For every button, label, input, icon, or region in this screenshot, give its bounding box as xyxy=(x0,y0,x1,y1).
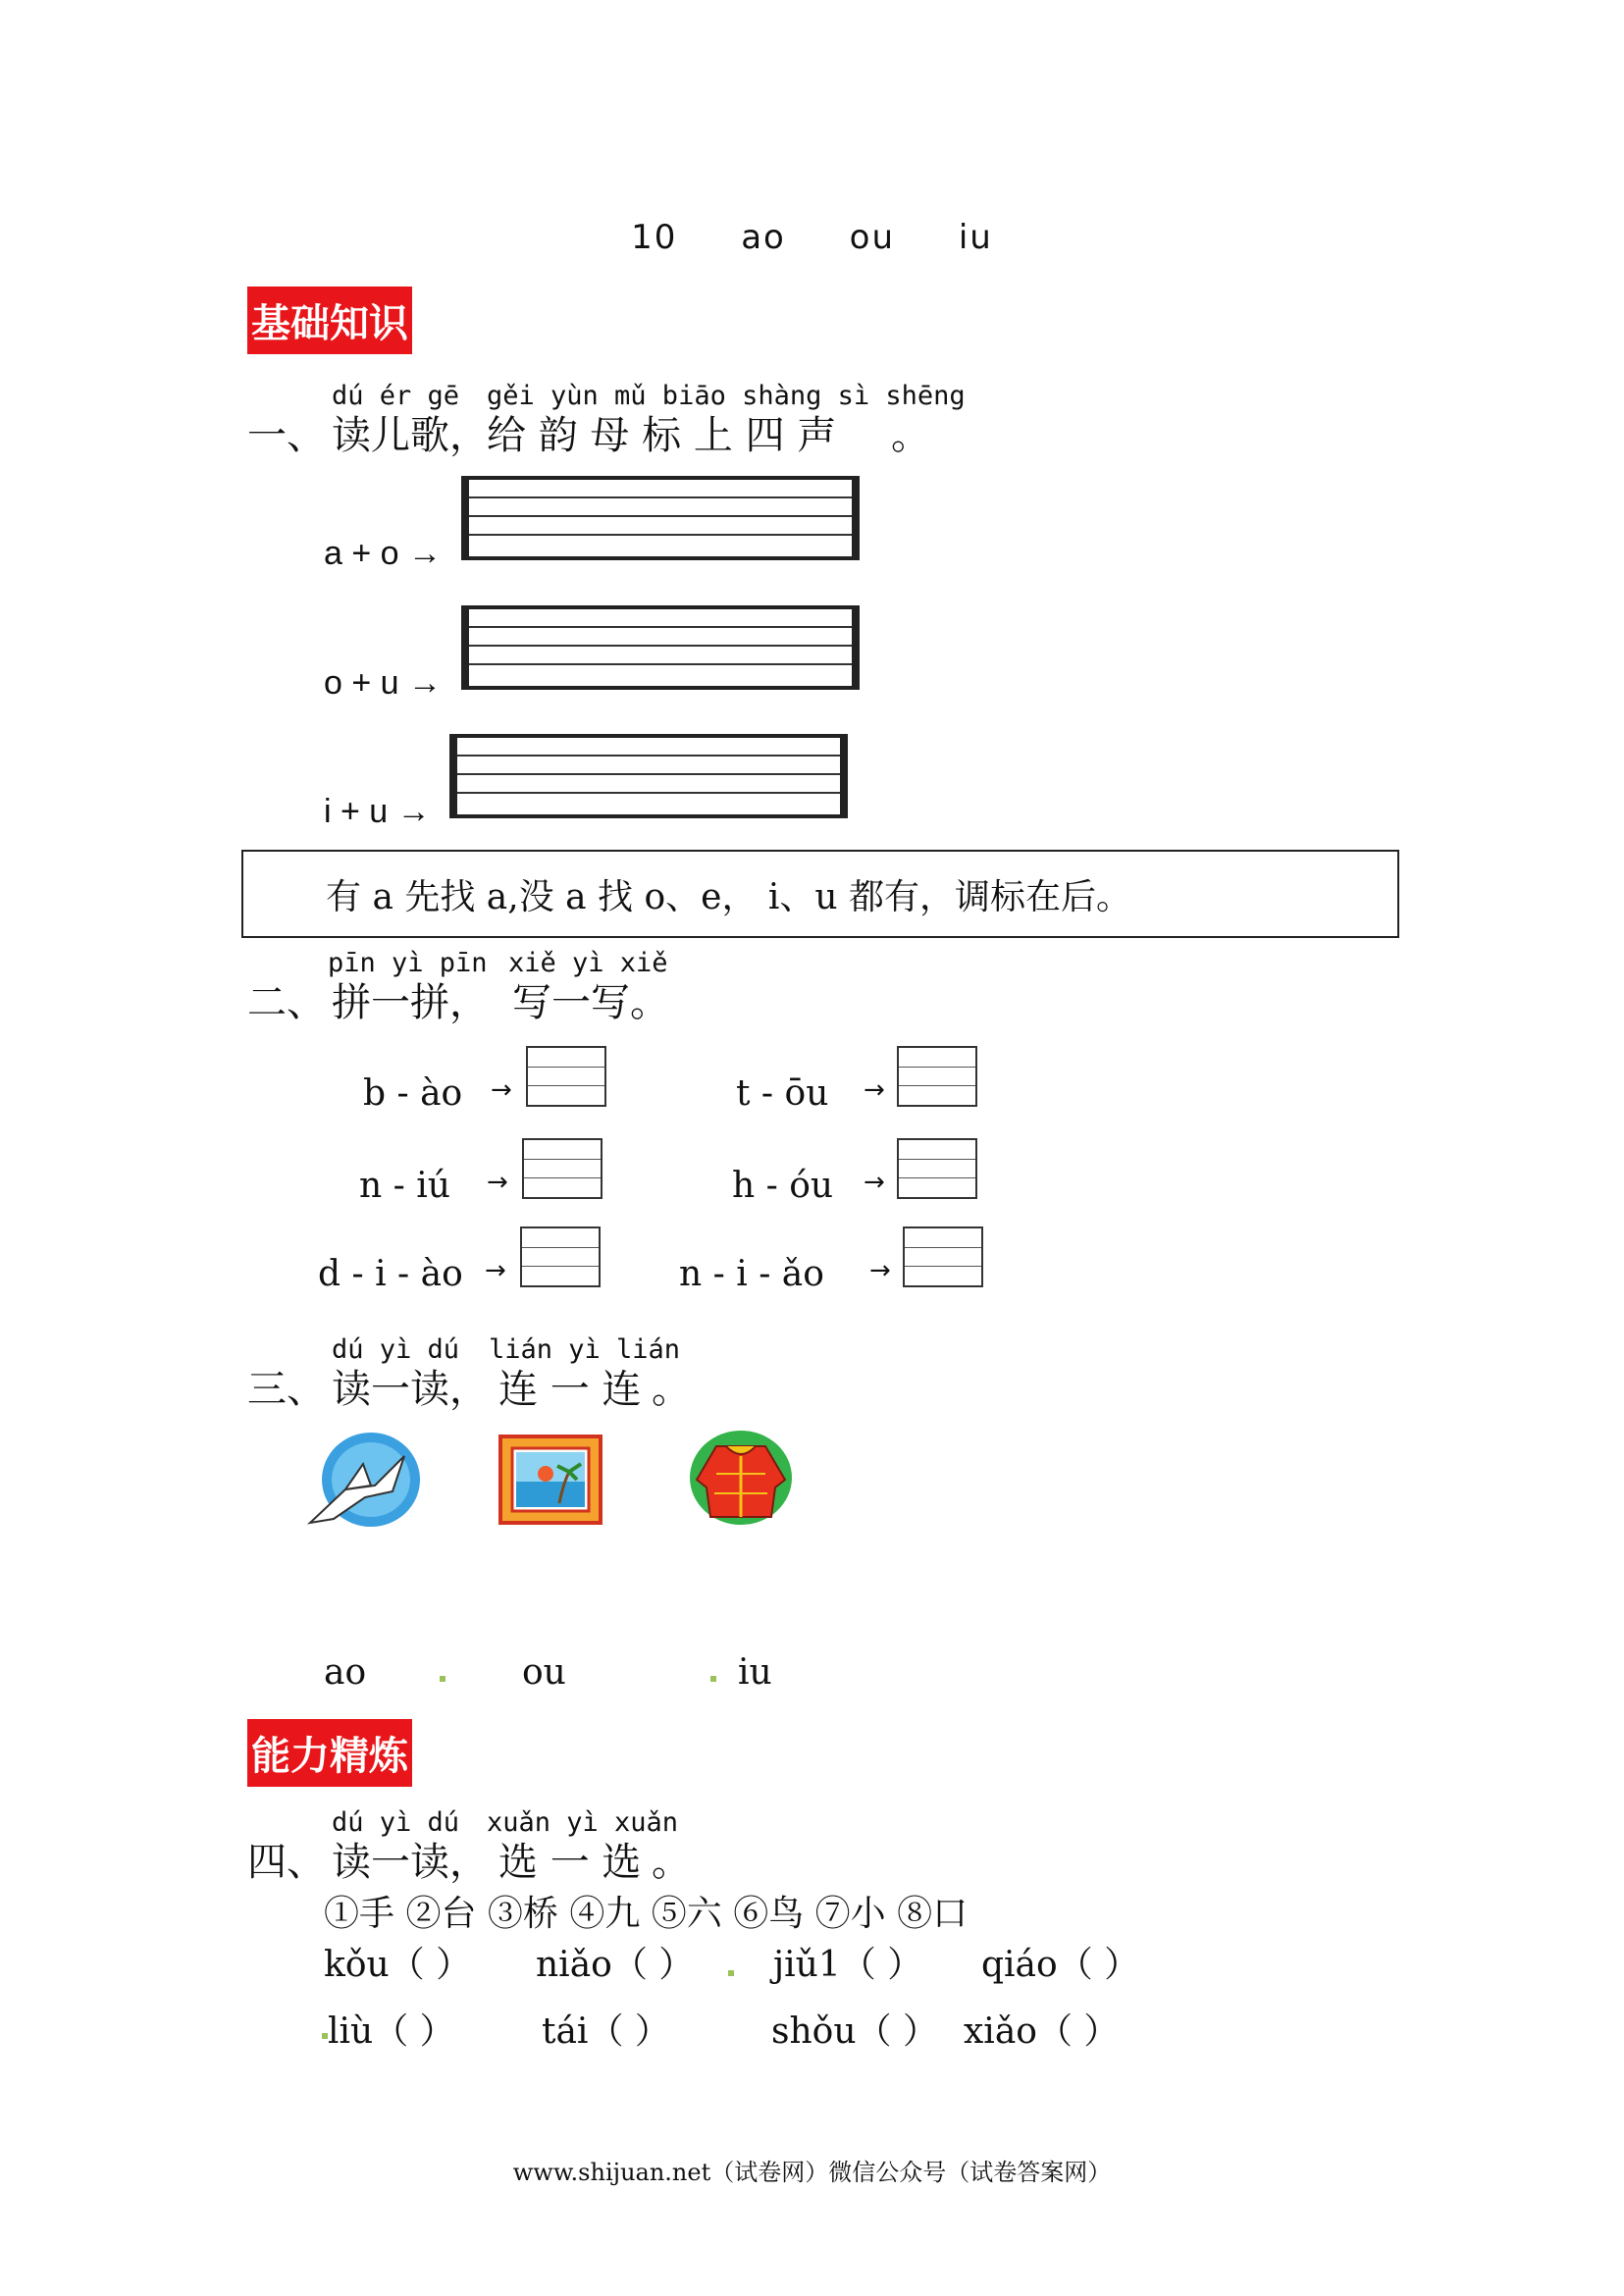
q4-blank-shou[interactable]: shǒu（ ） xyxy=(771,2011,938,2052)
q4-pinyin-2: xuǎn yì xuǎn xyxy=(487,1807,679,1838)
q2-number: 二、 xyxy=(247,980,326,1025)
section-badge-basic: 基础知识 xyxy=(247,287,412,354)
q3-text-1: 读一读， xyxy=(332,1367,489,1412)
q3-number: 三、 xyxy=(247,1367,326,1412)
tone-rule-text: 有 a 先找 a,没 a 找 o、e， i、u 都有，调标在后。 xyxy=(326,877,1132,917)
q4-blank-niao[interactable]: niǎo（ ） xyxy=(536,1945,695,1985)
lesson-number: 10 xyxy=(631,218,678,257)
q2-answer-grid-niu[interactable] xyxy=(522,1138,602,1199)
q4-text-2: 选 一 选 xyxy=(498,1840,642,1885)
arrow-icon: → xyxy=(864,1168,885,1197)
q4-blank-qiao[interactable]: qiáo（ ） xyxy=(981,1945,1140,1985)
q1-row-ao: a + o → xyxy=(324,535,443,572)
q1-row-iu: i + u → xyxy=(324,793,431,830)
q1-text-2: 给 韵 母 标 上 四 声 xyxy=(487,413,837,458)
arrow-icon: → xyxy=(869,1256,891,1285)
q2-pinyin-2: xiě yì xiě xyxy=(508,948,668,978)
q4-blank-liu[interactable]: liù（ ） xyxy=(328,2011,455,2052)
speck xyxy=(710,1676,716,1682)
q2-answer-grid-bao[interactable] xyxy=(526,1046,606,1107)
q3-option-iu[interactable]: iu xyxy=(738,1652,772,1693)
q4-number: 四、 xyxy=(247,1840,326,1885)
island-picture-image[interactable] xyxy=(498,1435,602,1525)
q2-item-diao: d - i - ào xyxy=(318,1254,463,1294)
q3-text-2: 连 一 连 xyxy=(498,1367,642,1412)
q2-answer-grid-diao[interactable] xyxy=(520,1226,601,1287)
q1-number: 一、 xyxy=(247,413,326,458)
speck xyxy=(440,1676,445,1682)
q1-pinyin-2: gěi yùn mǔ biāo shàng sì shēng xyxy=(487,381,966,411)
arrow-icon: → xyxy=(864,1075,885,1105)
q1-staff-ou[interactable] xyxy=(461,605,860,690)
q2-text-2: 写一写。 xyxy=(512,980,669,1025)
arrow-icon: → xyxy=(487,1168,508,1197)
arrow-icon: → xyxy=(485,1256,506,1285)
q1-row-ou: o + u → xyxy=(324,664,443,702)
q4-character-choices: ①手 ②台 ③桥 ④九 ⑤六 ⑥鸟 ⑦小 ⑧口 xyxy=(324,1894,969,1934)
q2-item-hou: h - óu xyxy=(732,1166,834,1206)
q4-blank-kou[interactable]: kǒu（ ） xyxy=(324,1945,472,1985)
footer-source: www.shijuan.net（试卷网）微信公众号（试卷答案网） xyxy=(512,2159,1112,2186)
q2-item-niao: n - i - ǎo xyxy=(679,1254,824,1294)
title-final-ao: ao xyxy=(741,218,786,257)
title-final-ou: ou xyxy=(849,218,896,257)
q4-pinyin-1: dú yì dú xyxy=(332,1807,460,1838)
q1-staff-ao[interactable] xyxy=(461,476,860,560)
q2-item-bao: b - ào xyxy=(363,1073,463,1114)
q4-blank-tai[interactable]: tái（ ） xyxy=(542,2011,670,2052)
q2-item-niu: n - iú xyxy=(359,1166,450,1206)
q2-item-tou: t - ōu xyxy=(736,1073,829,1114)
padded-coat-image[interactable] xyxy=(687,1429,795,1527)
q1-text-end: 。 xyxy=(891,413,930,458)
q3-text-end: 。 xyxy=(652,1367,691,1412)
q4-blank-jiu[interactable]: jiǔ1（ ） xyxy=(773,1945,923,1985)
tone-rule-box xyxy=(241,850,1399,938)
q4-text-end: 。 xyxy=(652,1840,691,1885)
q3-option-ou[interactable]: ou xyxy=(522,1652,566,1693)
section-badge-ability: 能力精炼 xyxy=(247,1719,412,1787)
seagull-image[interactable] xyxy=(306,1429,422,1531)
title-final-iu: iu xyxy=(958,218,993,257)
q1-pinyin-1: dú ér gē xyxy=(332,381,460,411)
q2-answer-grid-niao[interactable] xyxy=(903,1226,983,1287)
q2-answer-grid-tou[interactable] xyxy=(897,1046,977,1107)
page-title xyxy=(0,218,1624,257)
q3-pinyin-1: dú yì dú xyxy=(332,1334,460,1365)
q3-pinyin-2: lián yì lián xyxy=(489,1334,681,1365)
q4-blank-xiao[interactable]: xiǎo（ ） xyxy=(964,2011,1120,2052)
q2-answer-grid-hou[interactable] xyxy=(897,1138,977,1199)
q2-text-1: 拼一拼， xyxy=(332,980,489,1025)
q4-text-1: 读一读， xyxy=(332,1840,489,1885)
speck xyxy=(728,1970,734,1976)
arrow-icon: → xyxy=(491,1075,512,1105)
q1-staff-iu[interactable] xyxy=(449,734,848,818)
q1-text-1: 读儿歌， xyxy=(332,413,489,458)
q2-pinyin-1: pīn yì pīn xyxy=(328,948,488,978)
q3-option-ao[interactable]: ao xyxy=(324,1652,367,1693)
